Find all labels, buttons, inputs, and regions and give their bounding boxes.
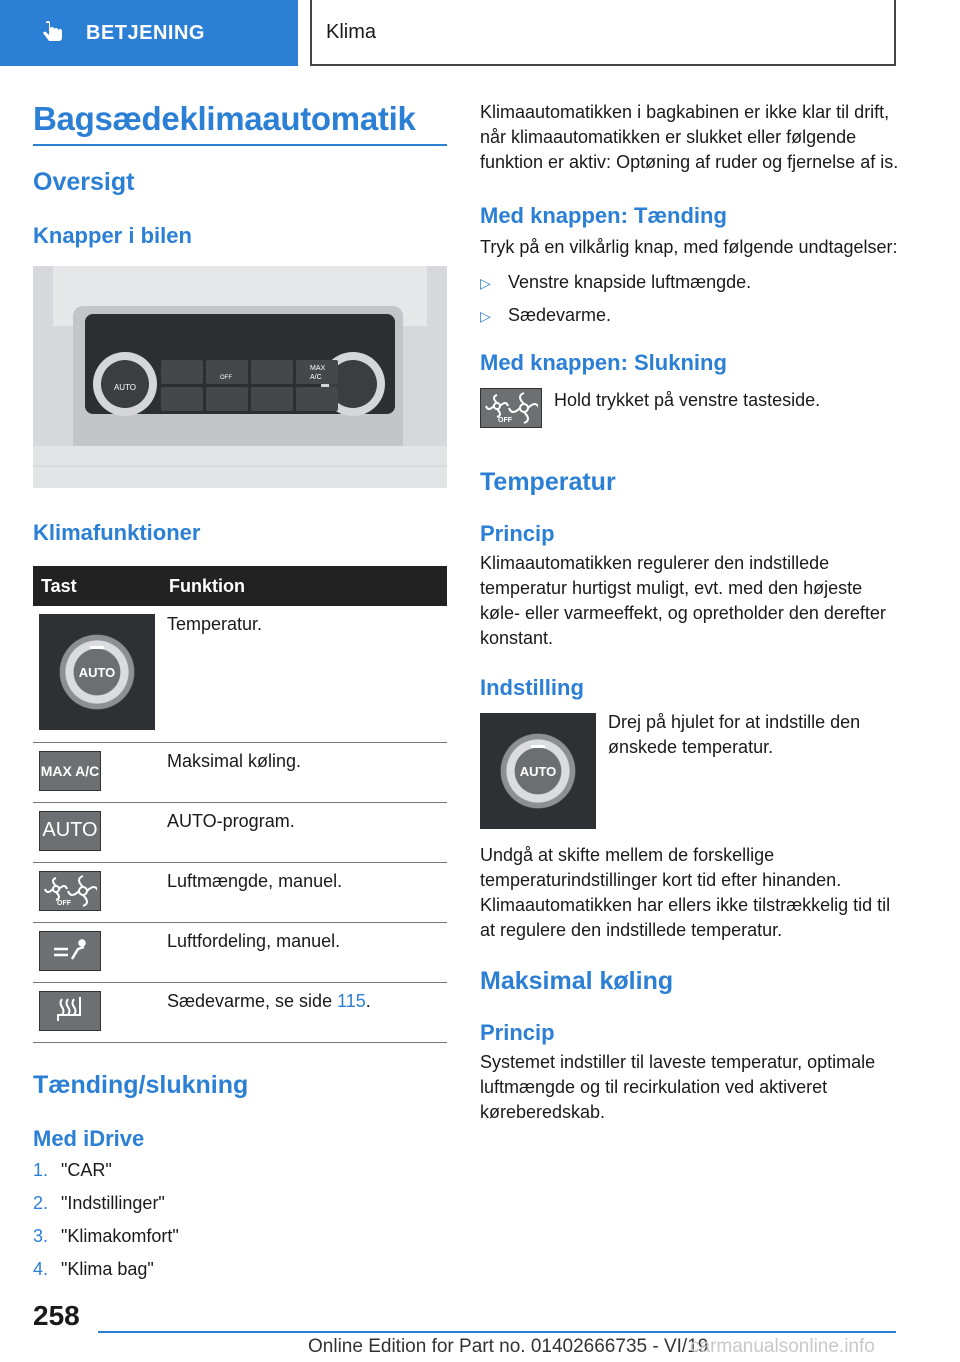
functions-table: [33, 566, 447, 1043]
warning-paragraph: Undgå at skifte mellem de forskellige temperaturindstillinger kort tid efter hinanden. Klimaautomatikken har ellers ikke tilstrækkelig tid til at regulere den indstillede temperatur.: [480, 845, 891, 940]
heading-taending: Tænding/slukning: [33, 1070, 249, 1099]
fan-off-icon: [480, 388, 542, 428]
table-header-row: [33, 566, 447, 606]
seat-heating-icon: [39, 991, 101, 1031]
heading-on: Med knappen: Tænding: [480, 203, 727, 228]
key-cell: [33, 606, 161, 742]
temperature-knob-icon: [39, 614, 155, 730]
seat-heating-text: Sædevarme, se side: [167, 990, 338, 1011]
table-row: [33, 742, 447, 802]
footer-divider: [98, 1331, 896, 1333]
col-header-function: Funktion: [161, 566, 447, 606]
max-ac-label: MAX A/C: [40, 762, 100, 779]
idrive-steps: [33, 1154, 447, 1286]
photo-auto-label: AUTO: [113, 383, 137, 392]
maks-paragraph: Systemet indstiller til laveste temperatur, optimale luftmængde og til recirkulation ved aktiveret køreberedskab.: [480, 1052, 876, 1122]
fan-off-label: OFF: [57, 899, 71, 907]
function-cell: Luftfordeling, manuel.: [161, 922, 447, 982]
on-exceptions-list: [480, 266, 900, 332]
fan-icon: [39, 871, 101, 911]
table-row: [33, 982, 447, 1042]
knob-auto-label: AUTO: [519, 764, 557, 779]
off-paragraph: Hold trykket på venstre tasteside.: [554, 390, 821, 410]
list-item: 2. "Indstillinger": [33, 1192, 165, 1213]
table-row: [33, 802, 447, 862]
princip-paragraph: Klimaautomatikken regulerer den indstillede temperatur hurtigst muligt, evt. med den højeste køle- eller varmeeffekt, og opretholder den derefter konstant.: [480, 553, 886, 648]
key-cell: [33, 922, 161, 982]
heading-maks: Maksimal køling: [480, 967, 674, 995]
table-row: [33, 862, 447, 922]
on-paragraph: Tryk på en vilkårlig knap, med følgende undtagelser:: [480, 237, 898, 257]
max-ac-icon: [39, 751, 101, 791]
key-cell: [33, 862, 161, 922]
list-item: ▷ Sædevarme.: [480, 299, 900, 332]
table-row: [33, 922, 447, 982]
heading-temperatur: Temperatur: [480, 468, 616, 496]
key-cell: [33, 742, 161, 802]
heading-klimafunktioner: Klimafunktioner: [33, 520, 201, 545]
function-cell: Temperatur.: [161, 606, 447, 742]
heading-princip-2: Princip: [480, 1020, 555, 1045]
function-cell: Maksimal køling.: [161, 742, 447, 802]
list-item: 4. "Klima bag": [33, 1258, 154, 1279]
control-panel-photo: [33, 266, 447, 488]
heading-oversigt: Oversigt: [33, 168, 135, 196]
heading-knapper: Knapper i bilen: [33, 223, 192, 248]
watermark: carmanualsonline.info: [690, 1336, 875, 1357]
temperature-knob-icon: [480, 713, 596, 829]
page-ref-link[interactable]: 115: [337, 990, 366, 1011]
hand-pointer-icon: [40, 20, 66, 46]
section-label: BETJENING: [86, 21, 205, 44]
list-item: 1. "CAR": [33, 1159, 112, 1180]
heading-indstilling: Indstilling: [480, 675, 584, 700]
triangle-bullet-icon: ▷: [480, 275, 491, 291]
triangle-bullet-icon: ▷: [480, 308, 491, 324]
photo-ac-label: A/C: [310, 374, 322, 381]
auto-label: AUTO: [42, 819, 98, 841]
key-cell: [33, 802, 161, 862]
page-title: Bagsædeklimaautomatik: [33, 100, 447, 146]
function-cell: Sædevarme, se side 115.: [161, 982, 447, 1042]
heading-princip: Princip: [480, 521, 555, 546]
indstilling-row: [480, 713, 900, 829]
left-column: [33, 100, 447, 1286]
chapter-tab[interactable]: [310, 0, 896, 66]
photo-off-label: OFF: [220, 375, 232, 381]
chapter-label: Klima: [326, 20, 377, 43]
heading-off: Med knappen: Slukning: [480, 350, 727, 375]
page-number: 258: [33, 1300, 80, 1331]
indstilling-paragraph: Drej på hjulet for at indstille den ønskede temperatur.: [608, 712, 861, 757]
function-cell: AUTO-program.: [161, 802, 447, 862]
list-item: 3. "Klimakomfort": [33, 1225, 179, 1246]
right-column: [480, 100, 900, 1125]
page-header: [0, 0, 960, 66]
control-panel-illustration: [33, 266, 447, 488]
key-cell: [33, 982, 161, 1042]
list-item: ▷ Venstre knapside luftmængde.: [480, 266, 900, 299]
photo-max-label: MAX: [310, 365, 326, 372]
heading-idrive: Med iDrive: [33, 1125, 145, 1151]
air-distribution-icon: [39, 931, 101, 971]
col-header-key: Tast: [33, 566, 161, 606]
function-cell: Luftmængde, manuel.: [161, 862, 447, 922]
knob-auto-label: AUTO: [78, 665, 116, 680]
section-tab[interactable]: [0, 0, 298, 66]
edition-text: Online Edition for Part no. 01402666735 - VI/19: [308, 1336, 709, 1357]
intro-paragraph: Klimaautomatikken i bagkabinen er ikke klar til drift, når klimaautomatikken er slukket eller følgende funktion er aktiv: Optøning af ruder og fjernelse af is.: [480, 102, 899, 172]
off-row: [480, 388, 900, 428]
table-row: [33, 606, 447, 742]
off-icon-label: OFF: [498, 417, 512, 424]
auto-icon: [39, 811, 101, 851]
